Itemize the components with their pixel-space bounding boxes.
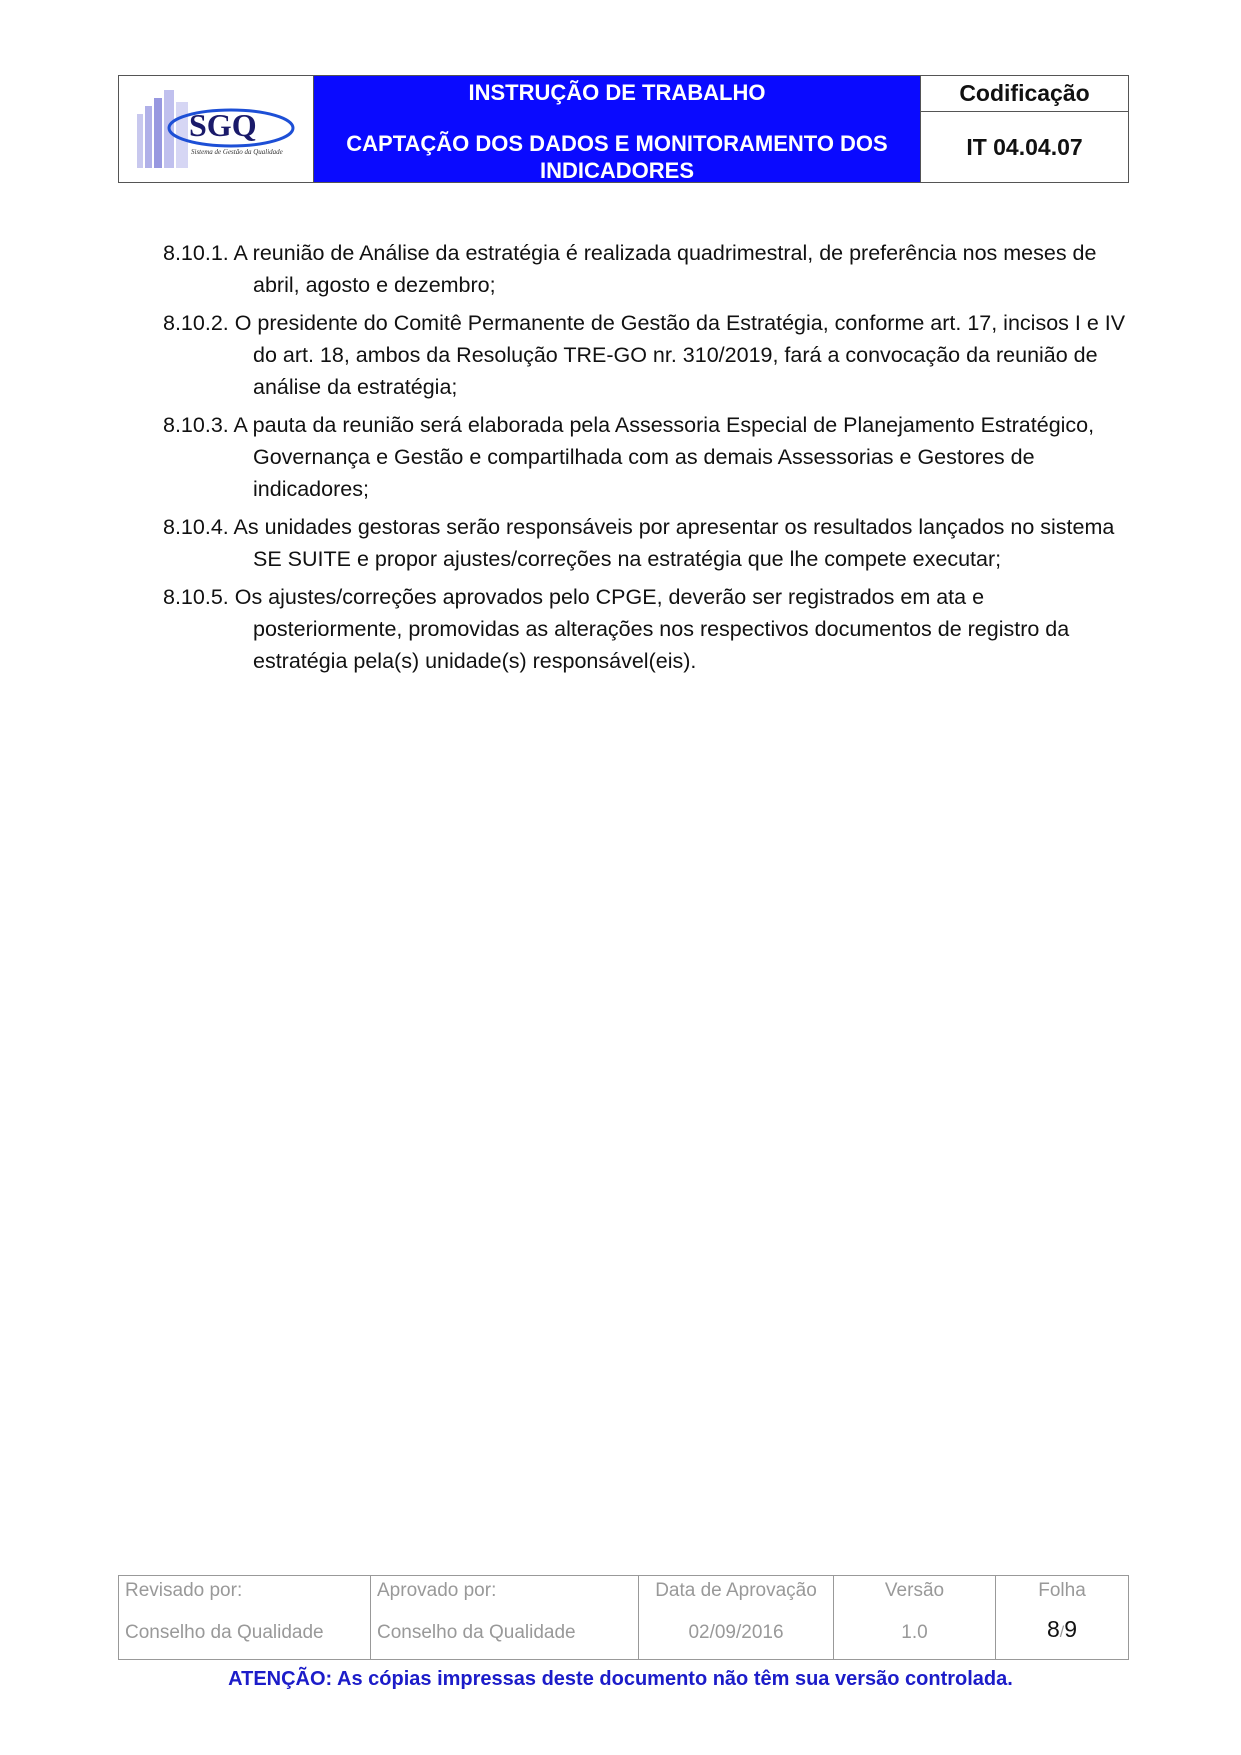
warning-note: ATENÇÃO: As cópias impressas deste documento não têm sua versão controlada.: [228, 1668, 1013, 1690]
footer-versao: Versão 1.0: [834, 1576, 996, 1659]
folha-total: 9: [1064, 1616, 1078, 1642]
doc-type: INSTRUÇÃO DE TRABALHO: [468, 80, 766, 105]
footer-data-aprovacao: Data de Aprovação 02/09/2016: [639, 1576, 834, 1659]
doc-title: CAPTAÇÃO DOS DADOS E MONITORAMENTO DOS INDICADORES: [346, 131, 888, 183]
code-block: [921, 76, 1128, 182]
list-item: 8.10.5. Os ajustes/correções aprovados pelo CPGE, deverão ser registrados em ata e posteriormente, promovidas as alterações nos respectivos documentos de registro da estratégia pela(s) unidade(s) responsável(eis).: [163, 585, 1070, 673]
folha-page: 8: [1046, 1616, 1060, 1642]
svg-text:Sistema de Gestão da Qualidade: Sistema de Gestão da Qualidade: [191, 148, 283, 156]
sgq-logo: [119, 76, 314, 182]
code-value: IT 04.04.07: [966, 133, 1083, 160]
list-item: 8.10.3. A pauta da reunião será elaborada pela Assessoria Especial de Planejamento Estratégico, Governança e Gestão e compartilhada com as demais Assessorias e Gestores de indicadores;: [163, 413, 1095, 501]
sgq-logo-icon: [131, 84, 303, 174]
footer-folha: Folha 8/9: [1038, 1580, 1086, 1642]
document-body: [163, 237, 1133, 683]
document-footer: [118, 1575, 1129, 1660]
list-item: 8.10.1. A reunião de Análise da estratégia é realizada quadrimestral, de preferência nos meses de abril, agosto e dezembro;: [163, 241, 1097, 297]
footer-revisado: Revisado por: Conselho da Qualidade: [119, 1576, 371, 1659]
header-title-block: [314, 76, 921, 182]
code-label: Codificação: [921, 76, 1128, 112]
svg-text:SGQ: SGQ: [189, 107, 257, 143]
list-item: 8.10.2. O presidente do Comitê Permanente de Gestão da Estratégia, conforme art. 17, incisos I e IV do art. 18, ambos da Resolução TRE-GO nr. 310/2019, fará a convocação da reunião de análise da estratégia;: [163, 311, 1126, 399]
footer-aprovado: Aprovado por: Conselho da Qualidade: [371, 1576, 639, 1659]
list-item: 8.10.4. As unidades gestoras serão responsáveis por apresentar os resultados lançados no sistema SE SUITE e propor ajustes/correções na estratégia que lhe compete executar;: [163, 515, 1115, 571]
document-header: [118, 75, 1129, 183]
